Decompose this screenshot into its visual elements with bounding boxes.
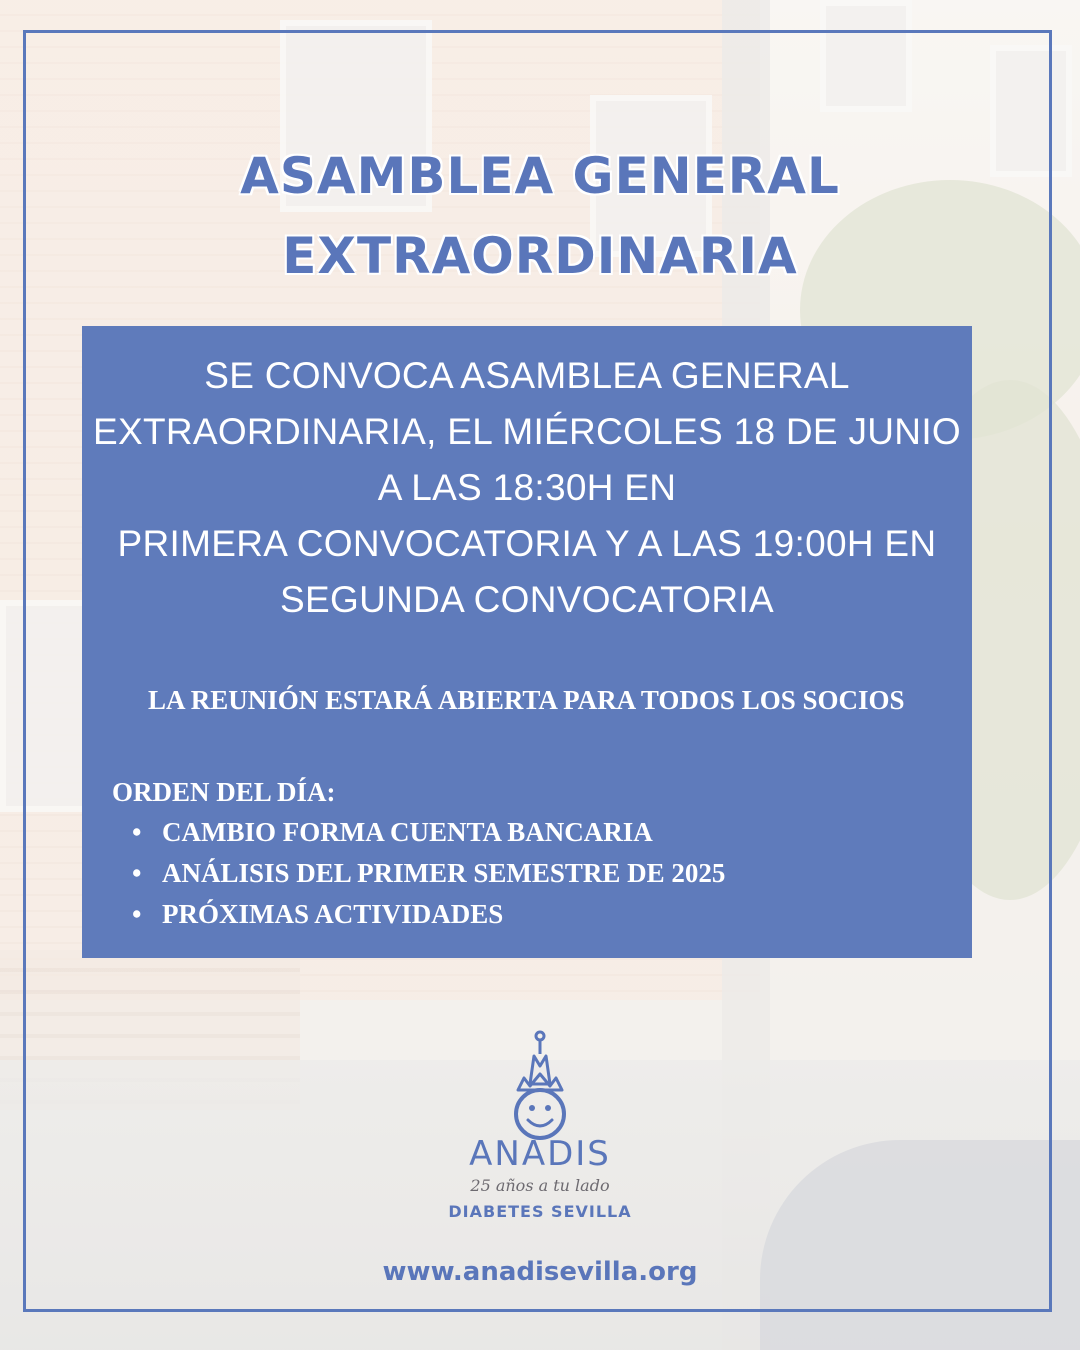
title-line-2: EXTRAORDINARIA — [282, 227, 798, 285]
convocatoria-line: SE CONVOCA ASAMBLEA GENERAL — [204, 355, 850, 396]
agenda-item-label: CAMBIO FORMA CUENTA BANCARIA — [162, 817, 653, 847]
website-link[interactable]: www.anadisevilla.org — [382, 1257, 698, 1287]
convocatoria-line: PRIMERA CONVOCATORIA Y A LAS 19:00H EN — [117, 523, 937, 564]
agenda-list — [132, 814, 725, 937]
meeting-note: LA REUNIÓN ESTARÁ ABIERTA PARA TODOS LOS SOCIOS — [148, 685, 905, 715]
bullet-icon: • — [132, 899, 142, 929]
convocatoria-text — [82, 348, 972, 628]
convocatoria-line: A LAS 18:30H EN — [377, 467, 677, 508]
convocatoria-line: SEGUNDA CONVOCATORIA — [280, 579, 774, 620]
announcement-panel — [82, 326, 972, 958]
logo-giralda-smiley-icon — [508, 1030, 572, 1140]
page-title — [0, 136, 1080, 296]
agenda-item — [132, 855, 725, 896]
bullet-icon: • — [132, 858, 142, 888]
convocatoria-line: EXTRAORDINARIA, EL MIÉRCOLES 18 DE JUNIO — [93, 411, 961, 452]
agenda-item — [132, 814, 725, 855]
agenda-item-label: PRÓXIMAS ACTIVIDADES — [162, 899, 504, 929]
logo-name: ANADIS — [469, 1134, 611, 1174]
bullet-icon: • — [132, 817, 142, 847]
anadis-logo — [440, 1030, 640, 1230]
agenda-item — [132, 896, 725, 937]
agenda-item-label: ANÁLISIS DEL PRIMER SEMESTRE DE 2025 — [162, 858, 726, 888]
logo-subtitle: DIABETES SEVILLA — [448, 1202, 632, 1221]
logo-tagline: 25 años a tu lado — [470, 1176, 610, 1195]
title-line-1: ASAMBLEA GENERAL — [240, 147, 840, 205]
agenda-heading: ORDEN DEL DÍA: — [112, 777, 336, 807]
